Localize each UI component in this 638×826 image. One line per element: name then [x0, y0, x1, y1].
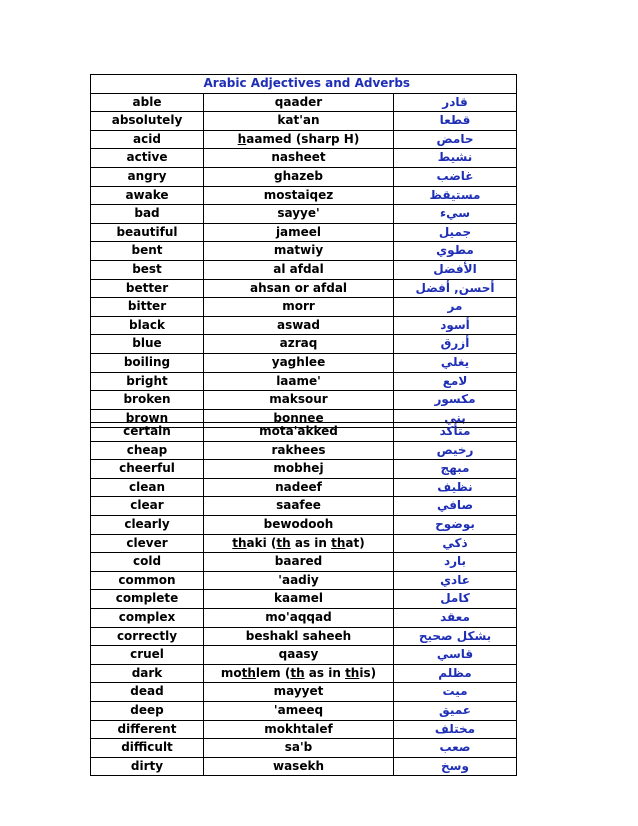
table-row [91, 130, 517, 149]
transliteration: ghazeb [204, 167, 394, 186]
transliteration: maksour [204, 391, 394, 410]
table-row [91, 279, 517, 298]
arabic-word: جميل [394, 223, 517, 242]
arabic-word: وسخ [394, 757, 517, 776]
transliteration: thaki (th as in that) [204, 534, 394, 553]
transliteration: yaghlee [204, 353, 394, 372]
english-word: dirty [91, 757, 204, 776]
english-word: clear [91, 497, 204, 516]
table-row [91, 664, 517, 683]
arabic-word: مر [394, 298, 517, 317]
english-word: deep [91, 701, 204, 720]
table-row [91, 757, 517, 776]
english-word: boiling [91, 353, 204, 372]
table-row [91, 372, 517, 391]
table-row [91, 627, 517, 646]
arabic-word: مظلم [394, 664, 517, 683]
english-word: dark [91, 664, 204, 683]
english-word: awake [91, 186, 204, 205]
transliteration: rakhees [204, 441, 394, 460]
english-word: clean [91, 478, 204, 497]
english-word: cheap [91, 441, 204, 460]
arabic-word: أحسن, أفضل [394, 279, 517, 298]
transliteration: nadeef [204, 478, 394, 497]
table-row [91, 260, 517, 279]
english-word: clearly [91, 515, 204, 534]
table-row [91, 590, 517, 609]
arabic-word: بارد [394, 553, 517, 572]
table-row [91, 186, 517, 205]
table-row [91, 223, 517, 242]
english-word: brown [91, 409, 204, 428]
english-word: correctly [91, 627, 204, 646]
table-row [91, 335, 517, 354]
transliteration: beshakl saheeh [204, 627, 394, 646]
english-word: bent [91, 242, 204, 261]
arabic-word: معقد [394, 608, 517, 627]
table-row [91, 441, 517, 460]
arabic-word: مبهج [394, 460, 517, 479]
arabic-word: نظيف [394, 478, 517, 497]
table-row [91, 423, 517, 442]
english-word: bad [91, 205, 204, 224]
english-word: absolutely [91, 112, 204, 131]
english-word: bright [91, 372, 204, 391]
arabic-word: نشيط [394, 149, 517, 168]
arabic-word: حامض [394, 130, 517, 149]
english-word: angry [91, 167, 204, 186]
table-row [91, 720, 517, 739]
table-row [91, 242, 517, 261]
table-row [91, 353, 517, 372]
arabic-word: عميق [394, 701, 517, 720]
table-row [91, 608, 517, 627]
transliteration: bewodooh [204, 515, 394, 534]
transliteration: ahsan or afdal [204, 279, 394, 298]
english-word: complex [91, 608, 204, 627]
transliteration: kaamel [204, 590, 394, 609]
transliteration: mostaiqez [204, 186, 394, 205]
arabic-word: كامل [394, 590, 517, 609]
transliteration: bonnee [204, 409, 394, 428]
arabic-word: صعب [394, 739, 517, 758]
arabic-word: الأفضل [394, 260, 517, 279]
english-word: certain [91, 423, 204, 442]
title-spacer [91, 75, 204, 94]
table-row [91, 93, 517, 112]
transliteration: kat'an [204, 112, 394, 131]
arabic-word: ذكي [394, 534, 517, 553]
english-word: beautiful [91, 223, 204, 242]
arabic-word: مكسور [394, 391, 517, 410]
english-word: different [91, 720, 204, 739]
transliteration: sayye' [204, 205, 394, 224]
arabic-word: متأكد [394, 423, 517, 442]
english-word: cheerful [91, 460, 204, 479]
title-row [91, 75, 517, 94]
table-row [91, 683, 517, 702]
table-row [91, 391, 517, 410]
arabic-word: ميت [394, 683, 517, 702]
english-word: dead [91, 683, 204, 702]
transliteration: al afdal [204, 260, 394, 279]
arabic-word: يغلي [394, 353, 517, 372]
transliteration: haamed (sharp H) [204, 130, 394, 149]
table-row [91, 553, 517, 572]
english-word: active [91, 149, 204, 168]
table-row [91, 571, 517, 590]
english-word: complete [91, 590, 204, 609]
transliteration: qaasy [204, 646, 394, 665]
english-word: difficult [91, 739, 204, 758]
transliteration: mo'aqqad [204, 608, 394, 627]
table-row [91, 112, 517, 131]
transliteration: nasheet [204, 149, 394, 168]
arabic-word: أسود [394, 316, 517, 335]
transliteration: 'ameeq [204, 701, 394, 720]
english-word: cold [91, 553, 204, 572]
transliteration: azraq [204, 335, 394, 354]
arabic-word: مستيقظ [394, 186, 517, 205]
adjectives-table-c-d [90, 422, 517, 776]
table-row [91, 701, 517, 720]
table-row [91, 149, 517, 168]
arabic-word: بني [394, 409, 517, 428]
table-row [91, 646, 517, 665]
table-row [91, 167, 517, 186]
english-word: cruel [91, 646, 204, 665]
table-row [91, 460, 517, 479]
arabic-word: بوضوح [394, 515, 517, 534]
transliteration: mokhtalef [204, 720, 394, 739]
table-row [91, 205, 517, 224]
transliteration: jameel [204, 223, 394, 242]
transliteration: 'aadiy [204, 571, 394, 590]
transliteration: mothlem (th as in this) [204, 664, 394, 683]
transliteration: saafee [204, 497, 394, 516]
table-row [91, 534, 517, 553]
english-word: able [91, 93, 204, 112]
transliteration: matwiy [204, 242, 394, 261]
table-row [91, 298, 517, 317]
arabic-word: قادر [394, 93, 517, 112]
arabic-word: قطعا [394, 112, 517, 131]
title-spacer-right [394, 75, 517, 94]
table-row [91, 478, 517, 497]
transliteration: laame' [204, 372, 394, 391]
english-word: best [91, 260, 204, 279]
english-word: blue [91, 335, 204, 354]
english-word: common [91, 571, 204, 590]
arabic-word: عادي [394, 571, 517, 590]
english-word: black [91, 316, 204, 335]
arabic-word: مختلف [394, 720, 517, 739]
transliteration: baared [204, 553, 394, 572]
arabic-word: سيء [394, 205, 517, 224]
transliteration: wasekh [204, 757, 394, 776]
arabic-word: أزرق [394, 335, 517, 354]
english-word: clever [91, 534, 204, 553]
table-row [91, 739, 517, 758]
english-word: bitter [91, 298, 204, 317]
arabic-word: بشكل صحيح [394, 627, 517, 646]
arabic-word: رخيص [394, 441, 517, 460]
transliteration: mayyet [204, 683, 394, 702]
arabic-word: مطوي [394, 242, 517, 261]
transliteration: qaader [204, 93, 394, 112]
table-title: Arabic Adjectives and Adverbs [204, 75, 394, 94]
table-row [91, 497, 517, 516]
arabic-word: صافي [394, 497, 517, 516]
table-row [91, 316, 517, 335]
adjectives-table-a-b [90, 74, 517, 428]
arabic-word: غاضب [394, 167, 517, 186]
transliteration: mota'akked [204, 423, 394, 442]
english-word: better [91, 279, 204, 298]
arabic-word: لامع [394, 372, 517, 391]
english-word: broken [91, 391, 204, 410]
table-row [91, 515, 517, 534]
transliteration: morr [204, 298, 394, 317]
transliteration: mobhej [204, 460, 394, 479]
transliteration: aswad [204, 316, 394, 335]
english-word: acid [91, 130, 204, 149]
transliteration: sa'b [204, 739, 394, 758]
arabic-word: قاسي [394, 646, 517, 665]
